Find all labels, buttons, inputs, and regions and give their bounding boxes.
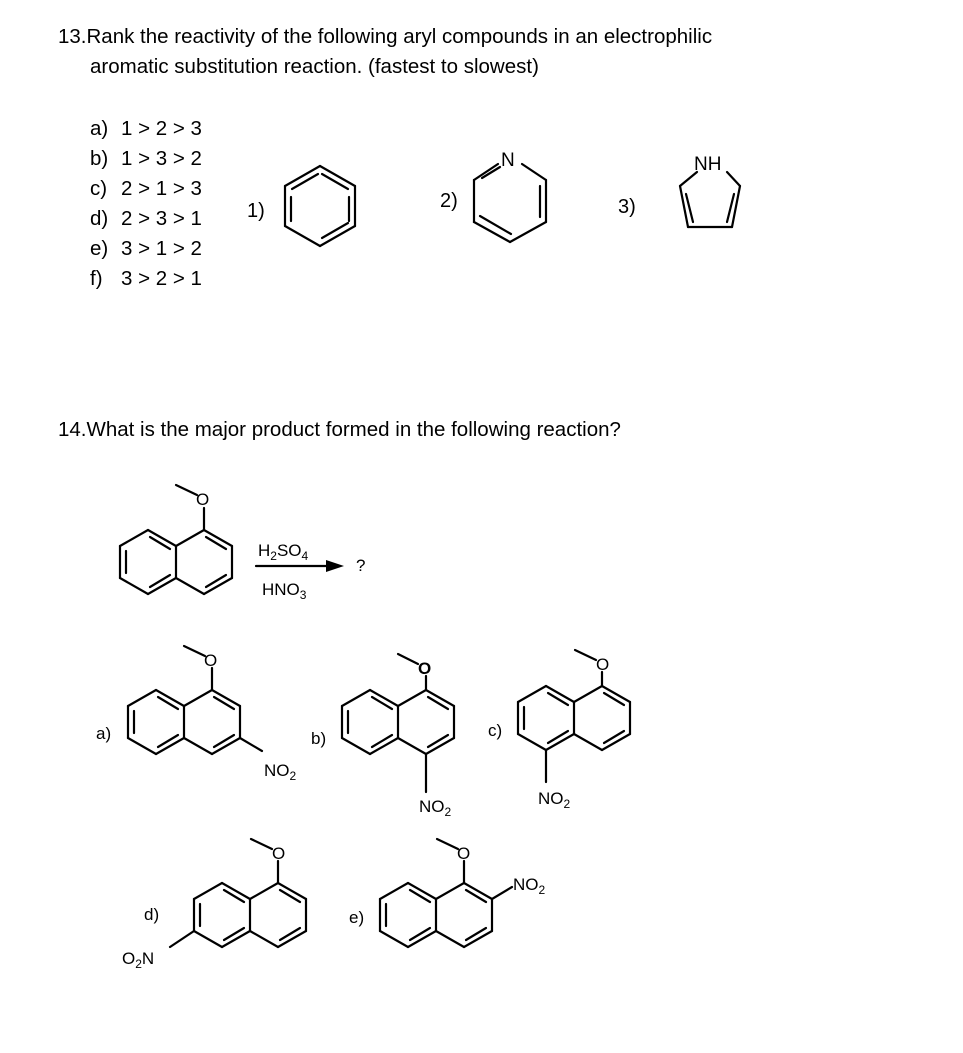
structure-label-3: 3) [618,196,636,218]
answer-a-oxygen: O [204,651,218,670]
option-key: b) [90,147,109,170]
benzene-structure [285,166,355,246]
answer-b-nitro: $NO_2$ [419,797,452,819]
answer-label-b: b) [311,729,327,748]
arrow-head [326,560,344,572]
answer-c-oxygen: O [596,655,610,674]
pyridine-structure [474,150,546,242]
option-text: 3 > 2 > 1 [121,267,202,290]
structure-label-1: 1) [247,200,265,222]
question-13-line-2: aromatic substitution reaction. (fastest to slowest) [90,55,539,78]
reactant-methoxynaphthalene [120,485,232,594]
reagent-sulfuric-acid: $H_2SO_4$ [258,541,309,563]
option-text: 3 > 1 > 2 [121,237,202,260]
answer-c-nitro: $NO_2$ [538,789,571,811]
answer-label-c: c) [488,721,503,740]
option-key: c) [90,177,108,200]
option-text: 2 > 1 > 3 [121,177,202,200]
pyrrole-structure [680,154,740,227]
answer-a-structure[interactable] [128,646,297,783]
answer-c-structure[interactable] [518,650,630,811]
answer-label-e: e) [349,908,365,927]
answer-b-structure[interactable] [342,654,454,819]
question-14-number: 14. [58,418,87,441]
question-14-text: What is the major product formed in the following reaction? [86,418,621,441]
answer-a-nitro: $NO_2$ [264,761,297,783]
option-key: f) [90,267,103,290]
option-text: 2 > 3 > 1 [121,207,202,230]
answer-e-oxygen: O [457,844,471,863]
option-key: e) [90,237,109,260]
answer-b-oxygen: O [418,659,432,678]
question-13-text: Rank the reactivity of the following aryl compounds in an electrophilic [86,25,713,48]
answer-e-nitro: $NO_2$ [513,875,546,897]
option-key: a) [90,117,109,140]
answer-label-a: a) [96,724,112,743]
pyrrole-nh: NH [694,154,722,175]
option-text: 1 > 2 > 3 [121,117,202,140]
reaction-arrow-group [256,541,365,602]
option-text: 1 > 3 > 2 [121,147,202,170]
reactant-oxygen: O [196,490,210,509]
answer-d-oxygen: O [272,844,286,863]
answer-label-d: d) [144,905,160,924]
answer-e-structure[interactable] [380,839,546,947]
reagent-nitric-acid: $HNO_3$ [262,580,307,602]
product-question-mark: ? [356,556,366,575]
structure-label-2: 2) [440,190,458,212]
question-13-number: 13. [58,25,87,48]
pyridine-nitrogen: N [501,150,515,171]
option-key: d) [90,207,109,230]
answer-d-nitro: $O_2N$ [122,949,155,971]
